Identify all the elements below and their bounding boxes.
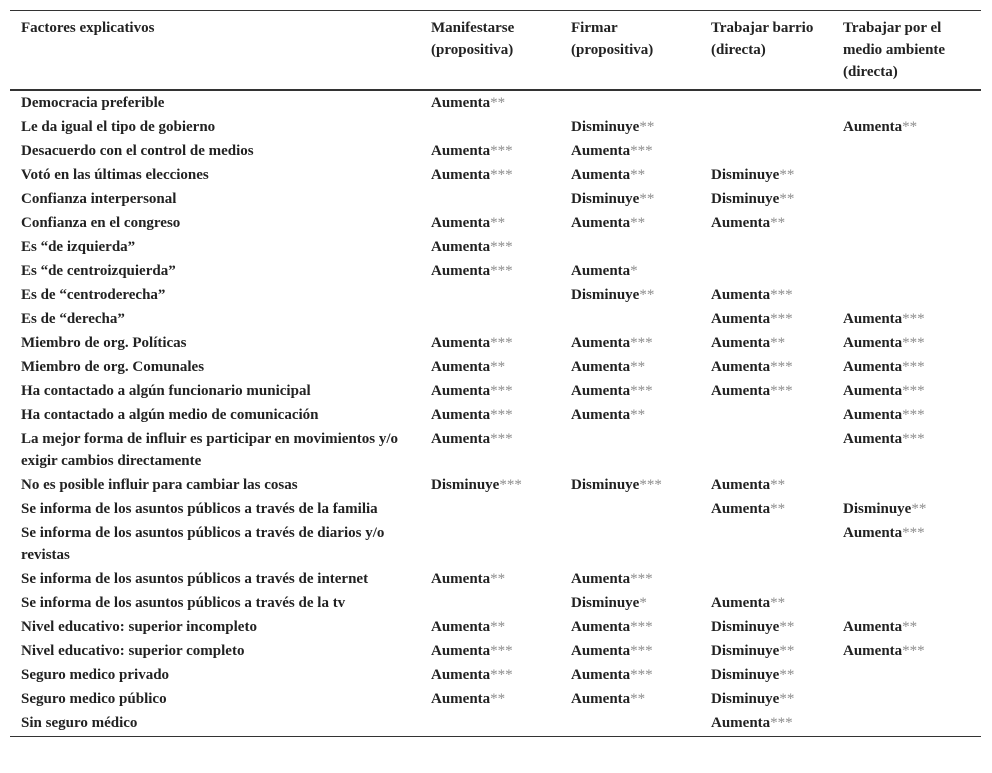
significance-stars: *** <box>770 287 793 303</box>
significance-stars: ** <box>490 691 506 707</box>
table-row <box>10 498 981 522</box>
effect-direction: Aumenta <box>571 571 631 587</box>
table-row <box>10 568 981 592</box>
effect-direction: Aumenta <box>571 619 631 635</box>
effect-cell <box>700 308 832 332</box>
effect-cell <box>700 284 832 308</box>
effect-cell <box>700 616 832 640</box>
effect-cell <box>700 688 832 712</box>
significance-stars: ** <box>490 95 506 111</box>
table-row <box>10 404 981 428</box>
effect-cell <box>560 284 700 308</box>
effect-direction: Aumenta <box>571 263 631 279</box>
effect-cell <box>832 380 981 404</box>
factor-cell: Democracia preferible <box>21 95 165 111</box>
effect-cell <box>420 664 560 688</box>
effect-direction: Aumenta <box>843 431 903 447</box>
effect-cell <box>560 260 700 284</box>
factor-cell: Ha contactado a algún medio de comunicación <box>21 407 319 423</box>
significance-stars: *** <box>490 431 513 447</box>
significance-stars: *** <box>490 335 513 351</box>
effect-direction: Aumenta <box>711 595 771 611</box>
effect-cell <box>700 236 832 260</box>
effect-direction: Aumenta <box>431 143 491 159</box>
significance-stars: * <box>639 595 647 611</box>
header-factores: Factores explicativos <box>10 11 420 91</box>
effect-cell <box>832 164 981 188</box>
effect-cell <box>832 308 981 332</box>
effect-cell <box>832 404 981 428</box>
significance-stars: *** <box>630 383 653 399</box>
factor-cell: Ha contactado a algún funcionario municipal <box>21 383 311 399</box>
effect-cell <box>560 712 700 737</box>
effect-cell <box>420 164 560 188</box>
effect-cell <box>700 164 832 188</box>
effect-direction: Aumenta <box>431 407 491 423</box>
effect-cell <box>560 592 700 616</box>
effect-cell <box>832 356 981 380</box>
effect-cell <box>832 140 981 164</box>
effect-direction: Aumenta <box>431 571 491 587</box>
effect-direction: Aumenta <box>571 383 631 399</box>
table-row <box>10 712 981 737</box>
effect-cell <box>700 474 832 498</box>
header-trabajar-barrio: Trabajar barrio (directa) <box>700 11 832 91</box>
effect-cell <box>560 498 700 522</box>
significance-stars: ** <box>630 691 646 707</box>
effect-direction: Aumenta <box>711 335 771 351</box>
effect-direction: Aumenta <box>843 119 903 135</box>
header-trabajar-medio-ambiente: Trabajar por el medio ambiente (directa) <box>832 11 981 91</box>
effect-direction: Disminuye <box>711 667 780 683</box>
significance-stars: ** <box>770 477 786 493</box>
significance-stars: *** <box>630 335 653 351</box>
effect-direction: Disminuye <box>711 691 780 707</box>
significance-stars: ** <box>770 335 786 351</box>
effect-cell <box>560 332 700 356</box>
effect-cell <box>832 116 981 140</box>
significance-stars: ** <box>779 619 795 635</box>
factor-cell: Es “de centroizquierda” <box>21 263 176 279</box>
table-row <box>10 688 981 712</box>
table-row <box>10 188 981 212</box>
effect-cell <box>560 616 700 640</box>
factor-cell: Desacuerdo con el control de medios <box>21 143 254 159</box>
effect-cell <box>420 236 560 260</box>
effect-cell <box>420 498 560 522</box>
effect-direction: Aumenta <box>571 667 631 683</box>
significance-stars: ** <box>911 501 927 517</box>
effect-cell <box>560 212 700 236</box>
effect-cell <box>420 428 560 474</box>
effect-direction: Aumenta <box>431 359 491 375</box>
effect-direction: Aumenta <box>843 311 903 327</box>
significance-stars: *** <box>490 239 513 255</box>
effect-cell <box>560 568 700 592</box>
significance-stars: *** <box>902 431 925 447</box>
effect-cell <box>420 688 560 712</box>
effect-cell <box>560 164 700 188</box>
effect-direction: Aumenta <box>571 215 631 231</box>
effect-direction: Aumenta <box>711 311 771 327</box>
table-body <box>10 90 981 737</box>
effect-cell <box>832 664 981 688</box>
header-row <box>10 11 981 91</box>
effect-cell <box>700 592 832 616</box>
table-row <box>10 212 981 236</box>
effect-direction: Aumenta <box>431 263 491 279</box>
effect-cell <box>560 664 700 688</box>
effect-cell <box>832 712 981 737</box>
effect-cell <box>420 332 560 356</box>
significance-stars: *** <box>630 667 653 683</box>
effect-direction: Disminuye <box>711 643 780 659</box>
significance-stars: *** <box>630 619 653 635</box>
effect-direction: Aumenta <box>431 643 491 659</box>
effect-cell <box>700 332 832 356</box>
effect-direction: Disminuye <box>711 619 780 635</box>
significance-stars: ** <box>630 167 646 183</box>
table-row <box>10 522 981 568</box>
table-row <box>10 616 981 640</box>
effect-direction: Disminuye <box>571 477 640 493</box>
effect-cell <box>420 522 560 568</box>
effect-cell <box>700 428 832 474</box>
significance-stars: ** <box>490 619 506 635</box>
significance-stars: *** <box>490 143 513 159</box>
factor-cell: Votó en las últimas elecciones <box>21 167 209 183</box>
factor-cell: Confianza en el congreso <box>21 215 181 231</box>
significance-stars: ** <box>639 287 655 303</box>
effect-cell <box>700 522 832 568</box>
effect-cell <box>420 116 560 140</box>
factor-cell: La mejor forma de influir es participar en movimientos y/o exigir cambios directamente <box>21 431 399 469</box>
significance-stars: *** <box>902 335 925 351</box>
effect-cell <box>420 404 560 428</box>
effect-cell <box>420 356 560 380</box>
effect-cell <box>832 428 981 474</box>
header-manifestarse: Manifestarse (propositiva) <box>420 11 560 91</box>
effect-cell <box>420 592 560 616</box>
effect-direction: Disminuye <box>711 191 780 207</box>
effect-cell <box>560 640 700 664</box>
factor-cell: Miembro de org. Comunales <box>21 359 205 375</box>
effect-cell <box>560 236 700 260</box>
factor-cell: Es de “derecha” <box>21 311 125 327</box>
table-row <box>10 260 981 284</box>
effect-cell <box>560 356 700 380</box>
effect-cell <box>420 380 560 404</box>
effect-cell <box>560 116 700 140</box>
table-row <box>10 164 981 188</box>
effect-direction: Disminuye <box>571 119 640 135</box>
factor-cell: Se informa de los asuntos públicos a través de diarios y/o revistas <box>21 525 385 563</box>
effect-cell <box>832 90 981 116</box>
results-table <box>10 10 981 737</box>
effect-cell <box>832 284 981 308</box>
factor-cell: Nivel educativo: superior incompleto <box>21 619 257 635</box>
effect-cell <box>700 380 832 404</box>
effect-cell <box>700 712 832 737</box>
effect-cell <box>420 212 560 236</box>
significance-stars: ** <box>490 359 506 375</box>
effect-cell <box>832 688 981 712</box>
effect-cell <box>560 90 700 116</box>
effect-cell <box>420 474 560 498</box>
significance-stars: ** <box>639 191 655 207</box>
significance-stars: *** <box>902 383 925 399</box>
effect-direction: Aumenta <box>571 335 631 351</box>
effect-direction: Aumenta <box>571 691 631 707</box>
factor-cell: Seguro medico público <box>21 691 167 707</box>
effect-cell <box>420 140 560 164</box>
factor-cell: Miembro de org. Políticas <box>21 335 187 351</box>
table-row <box>10 308 981 332</box>
table-row <box>10 140 981 164</box>
significance-stars: ** <box>770 595 786 611</box>
significance-stars: *** <box>770 359 793 375</box>
table-row <box>10 592 981 616</box>
effect-direction: Aumenta <box>711 383 771 399</box>
effect-direction: Disminuye <box>571 595 640 611</box>
table-row <box>10 356 981 380</box>
significance-stars: *** <box>770 383 793 399</box>
effect-cell <box>560 308 700 332</box>
effect-cell <box>420 90 560 116</box>
factor-cell: Le da igual el tipo de gobierno <box>21 119 216 135</box>
significance-stars: ** <box>630 359 646 375</box>
significance-stars: *** <box>499 477 522 493</box>
table-row <box>10 640 981 664</box>
significance-stars: *** <box>490 383 513 399</box>
effect-cell <box>832 498 981 522</box>
table-row <box>10 332 981 356</box>
effect-direction: Aumenta <box>431 667 491 683</box>
effect-direction: Aumenta <box>431 95 491 111</box>
significance-stars: ** <box>630 215 646 231</box>
effect-direction: Aumenta <box>711 359 771 375</box>
significance-stars: ** <box>779 191 795 207</box>
effect-cell <box>420 260 560 284</box>
effect-cell <box>560 474 700 498</box>
effect-direction: Aumenta <box>843 335 903 351</box>
factor-cell: Sin seguro médico <box>21 715 138 731</box>
effect-direction: Aumenta <box>431 167 491 183</box>
significance-stars: *** <box>639 477 662 493</box>
factor-cell: Se informa de los asuntos públicos a través de internet <box>21 571 369 587</box>
significance-stars: *** <box>902 525 925 541</box>
effect-direction: Aumenta <box>571 143 631 159</box>
effect-cell <box>560 380 700 404</box>
table-row <box>10 474 981 498</box>
effect-cell <box>700 90 832 116</box>
effect-cell <box>420 712 560 737</box>
effect-direction: Aumenta <box>711 477 771 493</box>
effect-direction: Aumenta <box>571 359 631 375</box>
effect-cell <box>832 236 981 260</box>
effect-cell <box>832 212 981 236</box>
effect-cell <box>420 616 560 640</box>
significance-stars: *** <box>770 311 793 327</box>
effect-direction: Aumenta <box>571 407 631 423</box>
effect-cell <box>832 592 981 616</box>
significance-stars: *** <box>902 643 925 659</box>
significance-stars: ** <box>490 571 506 587</box>
significance-stars: *** <box>490 667 513 683</box>
effect-direction: Disminuye <box>571 287 640 303</box>
significance-stars: ** <box>902 119 918 135</box>
effect-cell <box>700 140 832 164</box>
effect-direction: Disminuye <box>843 501 912 517</box>
header-firmar: Firmar (propositiva) <box>560 11 700 91</box>
significance-stars: *** <box>630 571 653 587</box>
effect-cell <box>832 188 981 212</box>
effect-direction: Aumenta <box>711 715 771 731</box>
effect-cell <box>832 260 981 284</box>
factor-cell: Es “de izquierda” <box>21 239 136 255</box>
significance-stars: *** <box>630 143 653 159</box>
effect-cell <box>832 640 981 664</box>
factor-cell: Nivel educativo: superior completo <box>21 643 245 659</box>
effect-cell <box>560 404 700 428</box>
effect-direction: Aumenta <box>431 335 491 351</box>
factor-cell: Confianza interpersonal <box>21 191 177 207</box>
significance-stars: ** <box>770 215 786 231</box>
effect-direction: Aumenta <box>431 619 491 635</box>
effect-cell <box>832 616 981 640</box>
effect-direction: Aumenta <box>711 287 771 303</box>
effect-cell <box>700 116 832 140</box>
table-row <box>10 236 981 260</box>
significance-stars: *** <box>902 311 925 327</box>
factor-cell: Seguro medico privado <box>21 667 170 683</box>
significance-stars: ** <box>902 619 918 635</box>
effect-cell <box>700 568 832 592</box>
significance-stars: ** <box>490 215 506 231</box>
factor-cell: No es posible influir para cambiar las cosas <box>21 477 298 493</box>
table-row <box>10 116 981 140</box>
significance-stars: *** <box>490 407 513 423</box>
effect-direction: Aumenta <box>843 525 903 541</box>
effect-cell <box>560 428 700 474</box>
factor-cell: Se informa de los asuntos públicos a través de la tv <box>21 595 346 611</box>
effect-cell <box>420 188 560 212</box>
table-row <box>10 90 981 116</box>
effect-cell <box>420 568 560 592</box>
effect-cell <box>700 640 832 664</box>
effect-cell <box>560 688 700 712</box>
effect-cell <box>700 188 832 212</box>
effect-cell <box>832 522 981 568</box>
significance-stars: ** <box>779 643 795 659</box>
effect-direction: Aumenta <box>431 691 491 707</box>
significance-stars: *** <box>902 407 925 423</box>
table-row <box>10 284 981 308</box>
significance-stars: ** <box>779 667 795 683</box>
table-row <box>10 664 981 688</box>
effect-direction: Aumenta <box>431 215 491 231</box>
effect-cell <box>420 308 560 332</box>
effect-cell <box>560 140 700 164</box>
effect-cell <box>700 212 832 236</box>
effect-cell <box>700 356 832 380</box>
significance-stars: ** <box>779 167 795 183</box>
table-row <box>10 380 981 404</box>
table-row <box>10 428 981 474</box>
factor-cell: Es de “centroderecha” <box>21 287 166 303</box>
factor-cell: Se informa de los asuntos públicos a través de la familia <box>21 501 378 517</box>
effect-direction: Aumenta <box>711 215 771 231</box>
significance-stars: ** <box>630 407 646 423</box>
effect-direction: Aumenta <box>843 619 903 635</box>
effect-direction: Aumenta <box>571 643 631 659</box>
effect-cell <box>700 404 832 428</box>
effect-direction: Disminuye <box>711 167 780 183</box>
significance-stars: *** <box>490 167 513 183</box>
effect-direction: Aumenta <box>843 359 903 375</box>
effect-direction: Disminuye <box>571 191 640 207</box>
effect-direction: Aumenta <box>843 407 903 423</box>
significance-stars: *** <box>770 715 793 731</box>
effect-direction: Disminuye <box>431 477 500 493</box>
effect-direction: Aumenta <box>843 383 903 399</box>
effect-direction: Aumenta <box>431 431 491 447</box>
significance-stars: ** <box>639 119 655 135</box>
effect-cell <box>832 568 981 592</box>
effect-cell <box>700 498 832 522</box>
effect-direction: Aumenta <box>711 501 771 517</box>
significance-stars: ** <box>779 691 795 707</box>
effect-cell <box>700 260 832 284</box>
effect-cell <box>700 664 832 688</box>
significance-stars: *** <box>490 643 513 659</box>
significance-stars: *** <box>902 359 925 375</box>
effect-direction: Aumenta <box>571 167 631 183</box>
effect-cell <box>420 284 560 308</box>
effect-direction: Aumenta <box>431 239 491 255</box>
effect-cell <box>560 522 700 568</box>
effect-cell <box>832 474 981 498</box>
significance-stars: *** <box>630 643 653 659</box>
significance-stars: ** <box>770 501 786 517</box>
effect-cell <box>832 332 981 356</box>
significance-stars: *** <box>490 263 513 279</box>
effect-direction: Aumenta <box>843 643 903 659</box>
significance-stars: * <box>630 263 638 279</box>
effect-cell <box>560 188 700 212</box>
effect-direction: Aumenta <box>431 383 491 399</box>
effect-cell <box>420 640 560 664</box>
